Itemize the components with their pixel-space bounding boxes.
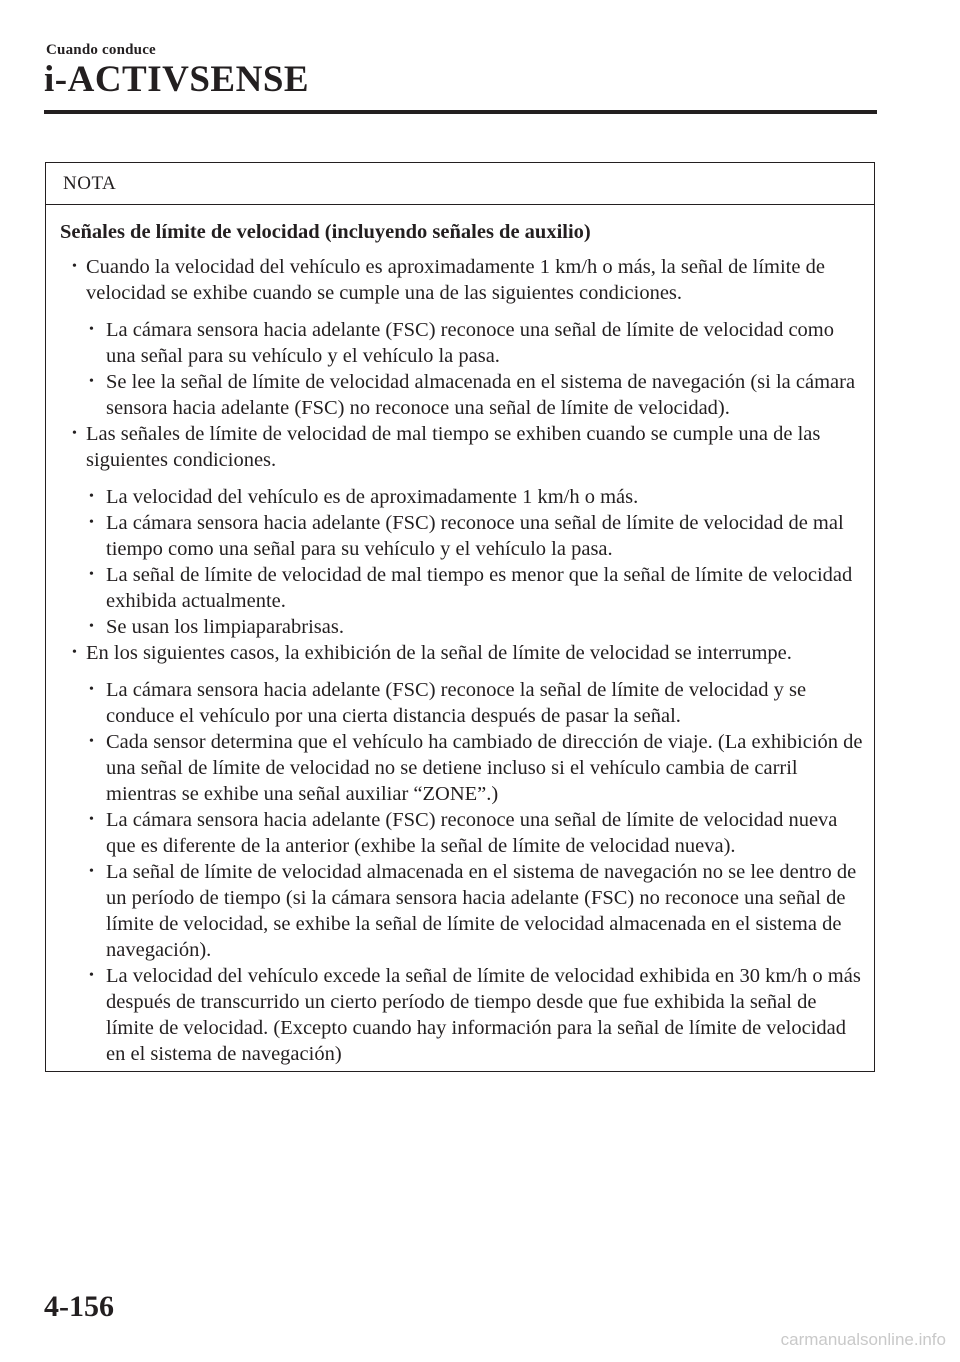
sub-list-item-text: La cámara sensora hacia adelante (FSC) reconoce una señal de límite de velocidad como una señal para su vehículo y el vehículo la pasa. (106, 319, 835, 367)
sub-list-item (86, 859, 864, 963)
sub-list-item-text: La velocidad del vehículo es de aproximadamente 1 km/h o más. (106, 486, 639, 508)
sub-list-item (86, 562, 864, 614)
list-item-text: En los siguientes casos, la exhibición de la señal de límite de velocidad se interrumpe. (86, 642, 792, 664)
sub-list-item-text: La velocidad del vehículo excede la señal de límite de velocidad exhibida en 30 km/h o más después de transcurrido un cierto período de tiempo desde que fue exhibida la señal de límite de velocidad. (Excepto cuando hay información para la señal de límite de velocidad en el sistema de navegación) (106, 965, 861, 1065)
note-list (60, 254, 864, 1067)
sub-list-item (86, 317, 864, 369)
sub-list (86, 484, 864, 640)
sub-list-item (86, 807, 864, 859)
sub-list-item-text: La cámara sensora hacia adelante (FSC) reconoce la señal de límite de velocidad y se conduce el vehículo por una cierta distancia después de pasar la señal. (106, 679, 807, 727)
sub-list-item-text: Cada sensor determina que el vehículo ha cambiado de dirección de viaje. (La exhibición de una señal de límite de velocidad no se detiene incluso si el vehículo cambia de carril mientras se exhibe una señal auxiliar “ZONE”.) (106, 731, 863, 805)
sub-list-item (86, 963, 864, 1067)
bullet-icon: • (72, 645, 77, 660)
sub-list-item (86, 729, 864, 807)
chapter-title: i-ACTIVSENSE (44, 59, 310, 100)
list-item-text: Las señales de límite de velocidad de mal tiempo se exhiben cuando se cumple una de las siguientes condiciones. (86, 423, 821, 471)
sub-list-item (86, 677, 864, 729)
sub-list (86, 677, 864, 1067)
sub-list-item-text: Se lee la señal de límite de velocidad almacenada en el sistema de navegación (si la cámara sensora hacia adelante (FSC) no reconoce una señal de límite de velocidad). (106, 371, 856, 419)
bullet-icon: • (72, 426, 77, 441)
bullet-icon: • (89, 968, 94, 983)
note-box (45, 162, 875, 1072)
sub-list-item-text: La cámara sensora hacia adelante (FSC) reconoce una señal de límite de velocidad de mal tiempo como una señal para su vehículo y el vehículo la pasa. (106, 512, 844, 560)
sub-list-item-text: La señal de límite de velocidad almacenada en el sistema de navegación no se lee dentro de un período de tiempo (si la cámara sensora hacia adelante (FSC) no reconoce una señal de límite de velocidad, se exhibe la señal de límite de velocidad almacenada en el sistema de navegación). (106, 861, 857, 961)
bullet-icon: • (89, 567, 94, 582)
sub-list-item-text: La cámara sensora hacia adelante (FSC) reconoce una señal de límite de velocidad nueva que es diferente de la anterior (exhibe la señal de límite de velocidad nueva). (106, 809, 838, 857)
note-subtitle: Señales de límite de velocidad (incluyendo señales de auxilio) (60, 221, 591, 243)
bullet-icon: • (89, 864, 94, 879)
header-divider (44, 110, 877, 114)
bullet-icon: • (72, 259, 77, 274)
bullet-icon: • (89, 734, 94, 749)
bullet-icon: • (89, 515, 94, 530)
bullet-icon: • (89, 812, 94, 827)
sub-list-item-text: Se usan los limpiaparabrisas. (106, 616, 344, 638)
section-label: Cuando conduce (46, 42, 156, 58)
sub-list-item (86, 614, 864, 640)
note-body (46, 205, 874, 1067)
page-number: 4-156 (44, 1290, 114, 1323)
bullet-icon: • (89, 489, 94, 504)
bullet-icon: • (89, 619, 94, 634)
list-item (60, 640, 864, 1067)
list-item (60, 421, 864, 640)
bullet-icon: • (89, 374, 94, 389)
sub-list (86, 317, 864, 421)
list-item-text: Cuando la velocidad del vehículo es aproximadamente 1 km/h o más, la señal de límite de velocidad se exhibe cuando se cumple una de las siguientes condiciones. (86, 256, 825, 304)
sub-list-item (86, 510, 864, 562)
bullet-icon: • (89, 682, 94, 697)
watermark: carmanualsonline.info (780, 1330, 946, 1349)
sub-list-item (86, 369, 864, 421)
bullet-icon: • (89, 322, 94, 337)
note-label: NOTA (46, 163, 874, 205)
list-item (60, 254, 864, 421)
sub-list-item-text: La señal de límite de velocidad de mal tiempo es menor que la señal de límite de velocidad exhibida actualmente. (106, 564, 853, 612)
sub-list-item (86, 484, 864, 510)
